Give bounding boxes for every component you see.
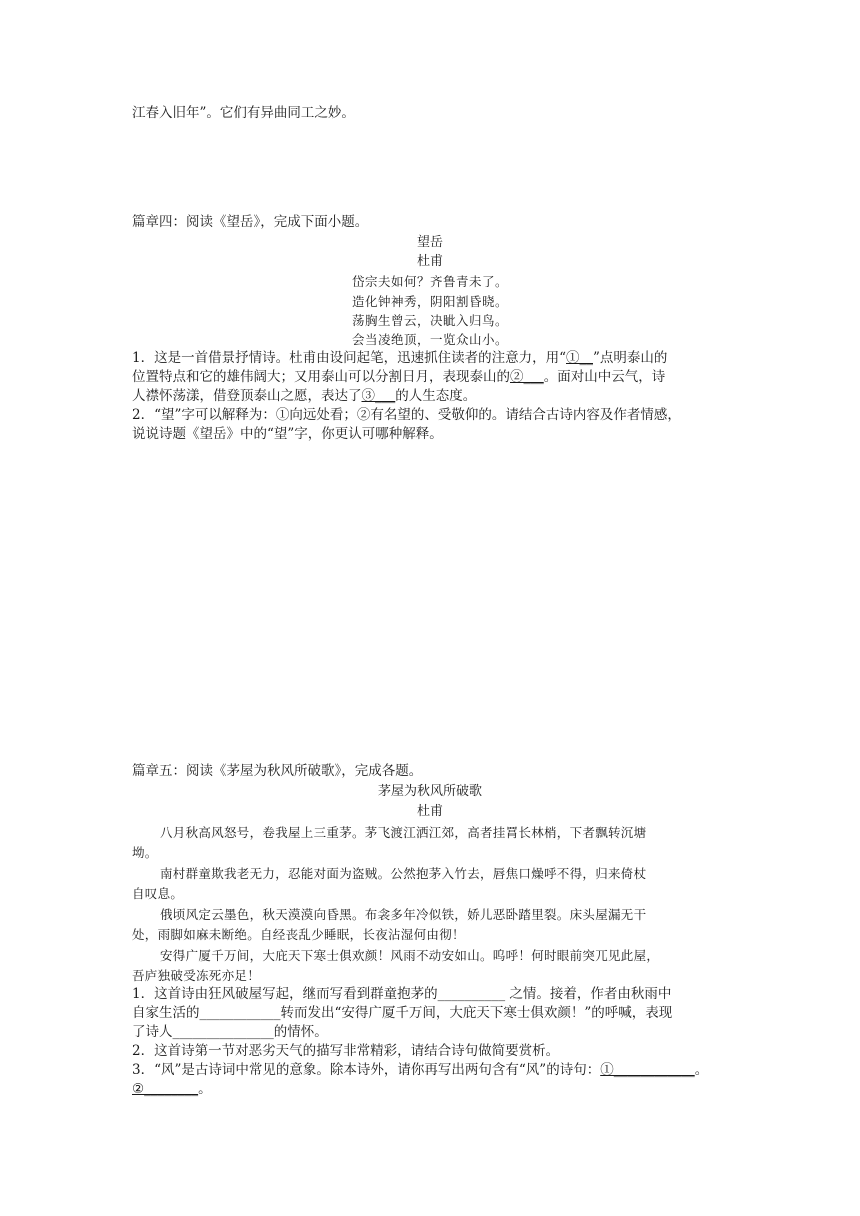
section5-poem-author: 杜甫 [416, 804, 443, 819]
section4-question-1-line-1 [132, 349, 667, 368]
section4-poem-line-3: 荡胸生曾云，决眦入归鸟。 [351, 313, 508, 328]
section5-poem-line: 坳。 [132, 845, 158, 860]
q1-text: 的人生态度。 [395, 388, 477, 404]
section5-question-3-line-1 [132, 1061, 708, 1080]
top-line: 江春入旧年”。它们有异曲同工之妙。 [132, 105, 355, 121]
section5-question-1-line-2: 自家生活的____________转而发出“安得广厦千万间，大庇天下寒士俱欢颜！”的呼喊，表现 [132, 1005, 673, 1021]
answer-blank-3[interactable]: ③___ [361, 388, 396, 404]
section4-question-1-line-3 [132, 387, 476, 406]
answer-blank-2[interactable]: ②________ [132, 1081, 199, 1097]
section5-poem-line: 八月秋高风怒号，卷我屋上三重茅。茅飞渡江洒江郊，高者挂罥长林梢，下者飘转沉塘 [160, 825, 647, 840]
section5-poem-line: 南村群童欺我老无力，忍能对面为盗贼。公然抱茅入竹去，唇焦口燥呼不得，归来倚杖 [160, 866, 647, 881]
q1-text: 位置特点和它的雄伟阔大；又用泰山可以分割日月，表现泰山的 [132, 369, 510, 385]
section5-poem-line: 处，雨脚如麻未断绝。自经丧乱少睡眠，长夜沾湿何由彻！ [132, 927, 465, 942]
section5-intro: 篇章五：阅读《茅屋为秋风所破歌》，完成各题。 [132, 763, 423, 779]
answer-blank-2[interactable]: ②___ [510, 369, 544, 385]
section4-poem-line-4: 会当凌绝顶，一览众山小。 [351, 332, 508, 347]
section4-poem-line-1: 岱宗夫如何？齐鲁青未了。 [351, 274, 508, 289]
q1-text: 1．这是一首借景抒情诗。杜甫由设问起笔，迅速抓住读者的注意力，用“ [132, 350, 566, 366]
answer-blank-1[interactable]: ①____________ [600, 1062, 695, 1078]
section5-question-3-line-2 [132, 1080, 212, 1099]
section5-poem-line: 安得广厦千万间，大庇天下寒士俱欢颜！风雨不动安如山。呜呼！何时眼前突兀见此屋， [160, 948, 660, 963]
q3-text: 3．“风”是古诗词中常见的意象。除本诗外，请你再写出两句含有“风”的诗句： [132, 1062, 601, 1078]
section4-poem-title: 望岳 [416, 235, 443, 250]
q1-text: ”点明泰山的 [593, 350, 668, 366]
section5-poem-line: 俄顷风定云墨色，秋天漠漠向昏黑。布衾多年冷似铁，娇儿恶卧踏里裂。床头屋漏无干 [160, 907, 647, 922]
section4-question-1-line-2 [132, 368, 665, 387]
section5-question-2: 2．这首诗第一节对恶劣天气的描写非常精彩，请结合诗句做简要赏析。 [132, 1043, 560, 1059]
answer-blank-1[interactable]: ①__ [566, 350, 593, 366]
section4-question-2-line-2: 说说诗题《望岳》中的“望”字，你更认可哪种解释。 [132, 426, 443, 442]
section5-question-1-line-3: 了诗人_______________的情怀。 [132, 1024, 328, 1040]
section5-poem-line: 自叹息。 [132, 886, 184, 901]
section4-intro: 篇章四：阅读《望岳》，完成下面小题。 [132, 214, 369, 230]
q3-text: 。 [198, 1081, 212, 1097]
q3-text: 。 [694, 1062, 709, 1078]
section4-poem-line-2: 造化钟神秀，阴阳割昏晓。 [351, 294, 508, 309]
section5-poem-line: 吾庐独破受冻死亦足！ [132, 968, 261, 983]
q1-text: 人襟怀荡漾，借登顶泰山之愿，表达了 [132, 388, 362, 404]
section4-question-2-line-1: 2．“望”字可以解释为：①向远处看；②有名望的、受敬仰的。请结合古诗内容及作者情感， [132, 407, 681, 423]
q1-text: 。面对山中云气，诗 [543, 369, 666, 385]
section4-poem-author: 杜甫 [416, 254, 443, 269]
section5-question-1-line-1: 1．这首诗由狂风破屋写起，继而写看到群童抱茅的__________ 之情。接着，作者由秋雨中 [132, 986, 672, 1002]
section5-poem-title: 茅屋为秋风所破歌 [377, 784, 482, 799]
